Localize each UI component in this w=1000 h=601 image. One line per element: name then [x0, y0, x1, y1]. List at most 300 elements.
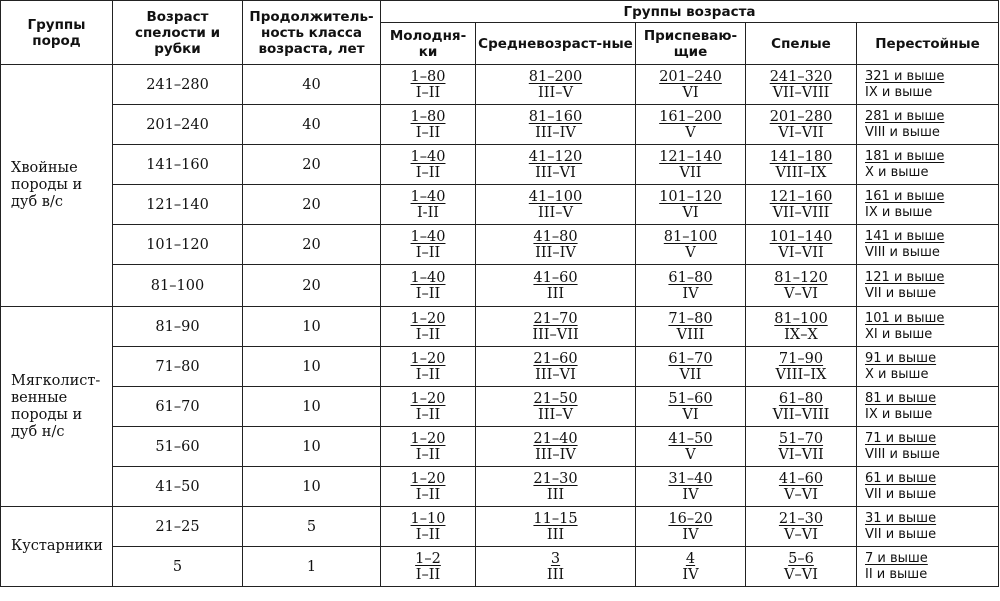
table-row — [1, 105, 999, 145]
age-range-years: 11–15 — [533, 510, 578, 527]
maturity-age-cell: 81–100 — [113, 265, 243, 307]
age-range-years: 51–70 — [778, 430, 824, 447]
age-range-years: 41–120 — [528, 148, 583, 165]
maturing-cell — [636, 467, 746, 507]
age-range-years: 121–160 — [769, 188, 833, 205]
species-group-cell: Кустарники — [1, 507, 113, 587]
class-duration-cell: 20 — [243, 145, 381, 185]
young-cell — [381, 427, 476, 467]
mature-cell — [746, 145, 857, 185]
fraction — [668, 471, 712, 503]
middle-aged-cell — [476, 547, 636, 587]
age-class-numerals: IV — [682, 566, 699, 583]
age-class-numerals: VII–VIII — [772, 406, 830, 423]
class-duration-cell: 1 — [243, 547, 381, 587]
overmature-cell — [857, 347, 999, 387]
fraction — [779, 471, 823, 503]
age-range-years: 3 — [550, 550, 561, 567]
age-range-years: 321 и выше — [865, 68, 945, 84]
fraction — [865, 391, 936, 423]
class-duration-cell: 10 — [243, 387, 381, 427]
age-class-numerals: III — [546, 486, 565, 503]
fraction — [411, 471, 446, 503]
middle-aged-cell — [476, 225, 636, 265]
fraction — [774, 270, 827, 302]
class-duration-cell: 10 — [243, 467, 381, 507]
maturity-age-cell: 81–90 — [113, 307, 243, 347]
fraction — [533, 511, 577, 543]
maturing-cell — [636, 387, 746, 427]
age-range-years: 41–80 — [533, 228, 578, 245]
fraction — [668, 270, 712, 302]
overmature-cell — [857, 507, 999, 547]
mature-cell — [746, 547, 857, 587]
maturity-age-cell: 121–140 — [113, 185, 243, 225]
mature-cell — [746, 427, 857, 467]
age-class-numerals: I–II — [415, 285, 441, 302]
fraction — [770, 229, 833, 261]
age-range-years: 1–40 — [410, 228, 446, 245]
age-class-numerals: I–II — [415, 446, 441, 463]
middle-aged-cell — [476, 347, 636, 387]
overmature-cell — [857, 427, 999, 467]
overmature-cell — [857, 307, 999, 347]
fraction — [533, 270, 577, 302]
class-duration-cell: 20 — [243, 225, 381, 265]
age-class-numerals: VII — [679, 366, 702, 383]
age-range-years: 71–90 — [778, 350, 824, 367]
maturity-age-cell: 61–70 — [113, 387, 243, 427]
fraction — [865, 431, 940, 463]
age-class-numerals: III — [546, 285, 565, 302]
age-class-numerals: I–II — [415, 244, 441, 261]
young-cell — [381, 105, 476, 145]
young-cell — [381, 265, 476, 307]
age-range-years: 161–200 — [659, 108, 722, 125]
age-class-numerals: I-II — [416, 204, 440, 221]
maturity-age-cell: 5 — [113, 547, 243, 587]
middle-aged-cell — [476, 65, 636, 105]
table-row — [1, 467, 999, 507]
age-range-years: 21–30 — [778, 510, 824, 527]
age-class-numerals: V — [685, 446, 696, 463]
class-duration-cell: 20 — [243, 265, 381, 307]
young-cell — [381, 547, 476, 587]
age-range-years: 81–100 — [663, 228, 718, 245]
fraction — [865, 69, 944, 101]
age-range-years: 81–160 — [528, 108, 583, 125]
mature-cell — [746, 225, 857, 265]
fraction — [668, 431, 712, 463]
fraction — [865, 311, 944, 343]
age-range-years: 41–60 — [533, 269, 578, 286]
age-class-numerals: VII–VIII — [772, 84, 830, 101]
age-class-numerals: III–V — [538, 84, 573, 101]
fraction — [411, 69, 446, 101]
age-class-numerals: IV — [682, 285, 699, 302]
class-duration-cell: 10 — [243, 347, 381, 387]
overmature-cell — [857, 387, 999, 427]
age-range-years: 1–80 — [410, 108, 446, 125]
age-class-numerals: VIII — [676, 326, 705, 343]
maturing-cell — [636, 105, 746, 145]
age-class-numerals: III — [546, 566, 565, 583]
fraction — [682, 551, 698, 583]
maturing-cell — [636, 307, 746, 347]
age-range-years: 5–6 — [788, 550, 814, 567]
age-range-years: 1–10 — [410, 510, 446, 527]
young-cell — [381, 225, 476, 265]
age-class-numerals: I–II — [415, 406, 441, 423]
maturing-cell — [636, 427, 746, 467]
mature-cell — [746, 105, 857, 145]
age-range-years: 41–60 — [778, 470, 824, 487]
age-class-numerals: VI — [682, 84, 699, 101]
age-class-numerals: I–II — [415, 526, 441, 543]
fraction — [668, 311, 712, 343]
age-class-numerals: III–VI — [535, 366, 576, 383]
age-range-years: 1–20 — [410, 470, 446, 487]
age-range-years: 1–40 — [410, 148, 446, 165]
fraction — [784, 551, 818, 583]
age-range-years: 101–120 — [659, 188, 722, 205]
class-duration-cell: 10 — [243, 307, 381, 347]
age-class-numerals: VIII–IX — [775, 164, 827, 181]
table-row — [1, 347, 999, 387]
age-range-years: 31–40 — [668, 470, 713, 487]
fraction — [664, 229, 717, 261]
header-mature: Спелые — [746, 23, 857, 65]
age-range-years: 61 и выше — [865, 470, 937, 486]
overmature-cell — [857, 467, 999, 507]
maturity-age-cell: 101–120 — [113, 225, 243, 265]
header-middle-aged: Средневозраст-ные — [476, 23, 636, 65]
age-range-years: 4 — [685, 550, 696, 567]
age-class-numerals: XI и выше — [865, 326, 933, 342]
young-cell — [381, 145, 476, 185]
young-cell — [381, 467, 476, 507]
age-class-numerals: V–VI — [784, 526, 818, 543]
maturity-age-cell: 51–60 — [113, 427, 243, 467]
age-range-years: 241–320 — [769, 68, 833, 85]
fraction — [770, 189, 833, 221]
fraction — [770, 109, 833, 141]
age-class-numerals: III–VI — [535, 164, 576, 181]
maturing-cell — [636, 185, 746, 225]
class-duration-cell: 10 — [243, 427, 381, 467]
age-class-numerals: VII–VIII — [772, 204, 830, 221]
fraction — [865, 189, 944, 221]
age-class-numerals: VIII–IX — [775, 366, 827, 383]
age-range-years: 121 и выше — [865, 269, 945, 285]
age-class-numerals: VI–VII — [778, 446, 824, 463]
young-cell — [381, 307, 476, 347]
age-class-numerals: I–II — [415, 164, 441, 181]
age-range-years: 1–20 — [410, 390, 446, 407]
age-range-years: 41–50 — [668, 430, 713, 447]
fraction — [774, 311, 827, 343]
middle-aged-cell — [476, 467, 636, 507]
table-row — [1, 507, 999, 547]
age-class-numerals: VII и выше — [865, 285, 937, 301]
age-class-numerals: V — [685, 124, 696, 141]
fraction — [865, 511, 936, 543]
species-group-cell: Хвойные породы и дуб в/с — [1, 65, 113, 307]
maturing-cell — [636, 547, 746, 587]
fraction — [411, 391, 446, 423]
fraction — [532, 311, 578, 343]
age-class-numerals: III–IV — [535, 244, 576, 261]
overmature-cell — [857, 547, 999, 587]
table-row — [1, 225, 999, 265]
species-group-cell: Мягколист-венные породы и дуб н/с — [1, 307, 113, 507]
middle-aged-cell — [476, 387, 636, 427]
middle-aged-cell — [476, 427, 636, 467]
maturity-age-cell: 71–80 — [113, 347, 243, 387]
age-range-years: 51–60 — [668, 390, 713, 407]
header-overmature: Перестойные — [857, 23, 999, 65]
maturity-age-cell: 201–240 — [113, 105, 243, 145]
age-class-numerals: IX и выше — [865, 84, 933, 100]
class-duration-cell: 40 — [243, 65, 381, 105]
age-range-years: 71 и выше — [865, 430, 937, 446]
age-range-years: 21–50 — [533, 390, 578, 407]
fraction — [411, 149, 446, 181]
age-class-numerals: VII и выше — [865, 526, 937, 542]
age-range-years: 21–40 — [533, 430, 578, 447]
fraction — [865, 471, 936, 503]
age-range-years: 21–60 — [533, 350, 578, 367]
table-row — [1, 547, 999, 587]
fraction — [411, 109, 446, 141]
middle-aged-cell — [476, 105, 636, 145]
overmature-cell — [857, 185, 999, 225]
fraction — [668, 351, 712, 383]
age-class-numerals: III–VII — [532, 326, 579, 343]
age-class-numerals: X и выше — [865, 164, 929, 180]
mature-cell — [746, 507, 857, 547]
class-duration-cell: 5 — [243, 507, 381, 547]
class-duration-cell: 20 — [243, 185, 381, 225]
age-range-years: 1–20 — [410, 350, 446, 367]
table-row — [1, 265, 999, 307]
age-range-years: 101–140 — [769, 228, 833, 245]
class-duration-cell: 40 — [243, 105, 381, 145]
fraction — [529, 69, 582, 101]
age-class-numerals: V–VI — [784, 486, 818, 503]
age-range-years: 61–70 — [668, 350, 713, 367]
fraction — [415, 551, 441, 583]
fraction — [770, 149, 833, 181]
age-range-years: 81–200 — [528, 68, 583, 85]
fraction — [411, 311, 446, 343]
fraction — [529, 189, 582, 221]
young-cell — [381, 387, 476, 427]
age-class-numerals: III — [546, 526, 565, 543]
fraction — [411, 511, 446, 543]
fraction — [533, 391, 577, 423]
young-cell — [381, 507, 476, 547]
fraction — [659, 69, 722, 101]
age-range-years: 121–140 — [659, 148, 722, 165]
mature-cell — [746, 387, 857, 427]
age-class-numerals: I–II — [415, 366, 441, 383]
overmature-cell — [857, 105, 999, 145]
age-range-years: 101 и выше — [865, 310, 945, 326]
overmature-cell — [857, 265, 999, 307]
age-class-numerals: III–V — [538, 204, 573, 221]
maturing-cell — [636, 65, 746, 105]
age-range-years: 1–20 — [410, 310, 446, 327]
age-class-numerals: IV — [682, 486, 699, 503]
fraction — [547, 551, 564, 583]
age-class-numerals: VIII и выше — [865, 244, 940, 260]
table-row — [1, 65, 999, 105]
age-class-numerals: V–VI — [784, 566, 818, 583]
age-range-years: 1–20 — [410, 430, 446, 447]
age-range-years: 21–30 — [533, 470, 578, 487]
mature-cell — [746, 307, 857, 347]
maturity-age-cell: 141–160 — [113, 145, 243, 185]
age-range-years: 91 и выше — [865, 350, 937, 366]
fraction — [865, 351, 936, 383]
header-young: Молодня-ки — [381, 23, 476, 65]
age-class-numerals: II и выше — [865, 566, 928, 582]
fraction — [865, 551, 928, 583]
age-range-years: 71–80 — [668, 310, 713, 327]
age-range-years: 61–80 — [668, 269, 713, 286]
age-class-numerals: I–II — [415, 326, 441, 343]
table-body — [1, 65, 999, 587]
age-class-numerals: I–II — [415, 84, 441, 101]
age-range-years: 201–280 — [769, 108, 833, 125]
maturity-age-cell: 41–50 — [113, 467, 243, 507]
overmature-cell — [857, 65, 999, 105]
age-range-years: 1–40 — [410, 269, 446, 286]
fraction — [773, 391, 830, 423]
fraction — [668, 391, 712, 423]
age-range-years: 201–240 — [659, 68, 722, 85]
middle-aged-cell — [476, 307, 636, 347]
maturing-cell — [636, 347, 746, 387]
fraction — [659, 109, 722, 141]
header-group-of-species: Группы пород — [1, 1, 113, 65]
fraction — [865, 109, 944, 141]
age-range-years: 7 и выше — [865, 550, 928, 566]
young-cell — [381, 347, 476, 387]
age-class-numerals: I–II — [415, 124, 441, 141]
age-class-numerals: IX и выше — [865, 204, 933, 220]
header-age-groups: Группы возраста — [381, 1, 999, 23]
middle-aged-cell — [476, 145, 636, 185]
table-row — [1, 387, 999, 427]
middle-aged-cell — [476, 185, 636, 225]
age-range-years: 141 и выше — [865, 228, 945, 244]
age-class-numerals: VI–VII — [778, 244, 824, 261]
middle-aged-cell — [476, 265, 636, 307]
age-range-years: 81–120 — [774, 269, 828, 286]
age-class-numerals: VII и выше — [865, 486, 937, 502]
fraction — [770, 69, 833, 101]
mature-cell — [746, 347, 857, 387]
maturing-cell — [636, 145, 746, 185]
maturity-age-cell: 241–280 — [113, 65, 243, 105]
age-class-numerals: VII — [679, 164, 702, 181]
age-class-numerals: IX–X — [784, 326, 818, 343]
overmature-cell — [857, 225, 999, 265]
fraction — [865, 149, 944, 181]
table-row — [1, 145, 999, 185]
age-class-numerals: IX и выше — [865, 406, 933, 422]
mature-cell — [746, 265, 857, 307]
age-class-numerals: VIII и выше — [865, 446, 940, 462]
age-range-years: 61–80 — [778, 390, 824, 407]
middle-aged-cell — [476, 507, 636, 547]
age-range-years: 1–40 — [410, 188, 446, 205]
fraction — [529, 149, 582, 181]
mature-cell — [746, 65, 857, 105]
fraction — [779, 511, 823, 543]
fraction — [668, 511, 712, 543]
age-range-years: 1–80 — [410, 68, 446, 85]
fraction — [776, 351, 827, 383]
fraction — [411, 270, 446, 302]
age-range-years: 161 и выше — [865, 188, 945, 204]
fraction — [533, 229, 577, 261]
table-row — [1, 427, 999, 467]
age-range-years: 141–180 — [769, 148, 833, 165]
fraction — [865, 229, 944, 261]
fraction — [411, 189, 446, 221]
age-class-numerals: III–IV — [535, 124, 576, 141]
age-class-numerals: III–V — [538, 406, 573, 423]
fraction — [659, 149, 722, 181]
young-cell — [381, 65, 476, 105]
maturing-cell — [636, 265, 746, 307]
age-class-numerals: I–II — [415, 486, 441, 503]
age-range-years: 1–2 — [415, 550, 441, 567]
maturity-age-cell: 21–25 — [113, 507, 243, 547]
age-range-years: 81–100 — [774, 310, 828, 327]
age-class-numerals: III–IV — [535, 446, 576, 463]
fraction — [411, 431, 446, 463]
young-cell — [381, 185, 476, 225]
overmature-cell — [857, 145, 999, 185]
maturing-cell — [636, 507, 746, 547]
age-class-numerals: I–II — [415, 566, 441, 583]
fraction — [533, 351, 577, 383]
fraction — [865, 270, 944, 302]
fraction — [529, 109, 582, 141]
maturing-cell — [636, 225, 746, 265]
fraction — [411, 229, 446, 261]
age-class-numerals: V–VI — [784, 285, 818, 302]
fraction — [778, 431, 823, 463]
table-row — [1, 307, 999, 347]
fraction — [659, 189, 722, 221]
age-range-years: 21–70 — [533, 310, 578, 327]
age-range-years: 31 и выше — [865, 510, 937, 526]
mature-cell — [746, 185, 857, 225]
age-class-numerals: VIII и выше — [865, 124, 940, 140]
age-class-numerals: IV — [682, 526, 699, 543]
header-maturity-age: Возраст спелости и рубки — [113, 1, 243, 65]
header-class-duration: Продолжитель-ность класса возраста, лет — [243, 1, 381, 65]
fraction — [533, 431, 577, 463]
age-range-years: 181 и выше — [865, 148, 945, 164]
fraction — [411, 351, 446, 383]
age-class-numerals: VI — [682, 406, 699, 423]
